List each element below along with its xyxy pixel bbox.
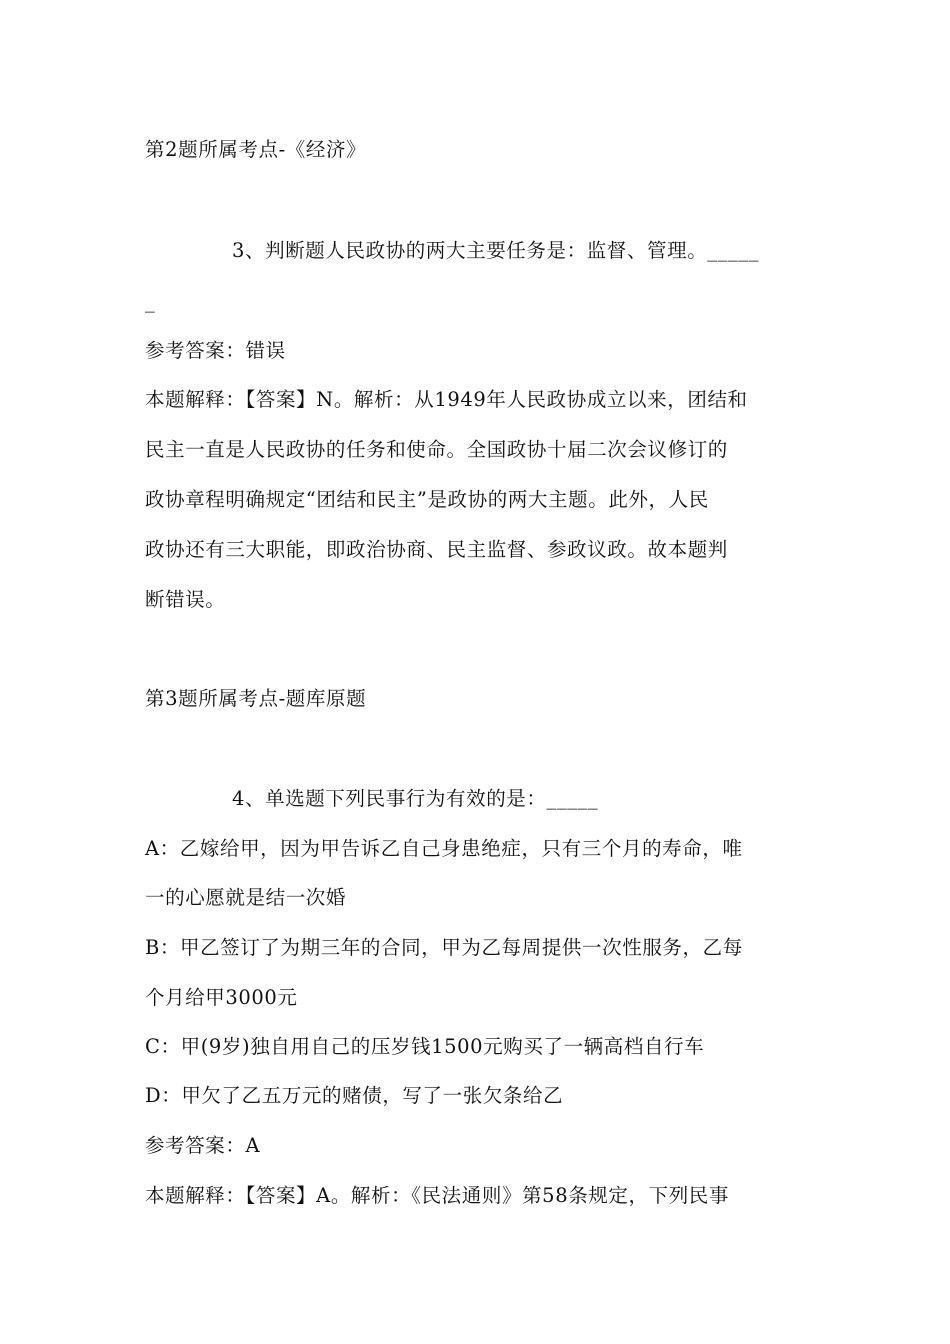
q3-topic: 第3题所属考点-题库原题	[145, 687, 367, 710]
q4-stem: 4、单选题下列民事行为有效的是：_____	[232, 787, 599, 810]
q4-explanation-start: 本题解释：【答案】A。解析：《民法通则》第58条规定，下列民事	[145, 1184, 729, 1207]
q3-explanation-line: 断错误。	[145, 588, 226, 611]
q2-topic: 第2题所属考点-《经济》	[145, 138, 367, 161]
q4-option-a-wrap: 一的心愿就是结一次婚	[145, 886, 347, 909]
q4-option-c: C：甲(9岁)独自用自己的压岁钱1500元购买了一辆高档自行车	[145, 1035, 705, 1058]
q4-option-a: A：乙嫁给甲，因为甲告诉乙自己身患绝症，只有三个月的寿命，唯	[145, 837, 743, 860]
q4-answer: 参考答案：A	[145, 1134, 261, 1157]
q3-answer: 参考答案：错误	[145, 339, 286, 362]
q3-explanation-line: 政协章程明确规定“团结和民主”是政协的两大主题。此外，人民	[145, 488, 709, 511]
q4-option-b: B：甲乙签订了为期三年的合同，甲为乙每周提供一次性服务，乙每	[145, 936, 743, 959]
q4-option-d: D：甲欠了乙五万元的赌债，写了一张欠条给乙	[145, 1084, 564, 1107]
q3-stem: 3、判断题人民政协的两大主要任务是：监督、管理。_____	[232, 239, 760, 262]
q3-explanation-line: 政协还有三大职能，即政治协商、民主监督、参政议政。故本题判	[145, 538, 728, 561]
q3-explanation-line: 民主一直是人民政协的任务和使命。全国政协十届二次会议修订的	[145, 438, 728, 461]
q3-explanation-line: 本题解释：【答案】N。解析：从1949年人民政协成立以来，团结和	[145, 388, 748, 411]
q4-option-b-wrap: 个月给甲3000元	[145, 986, 298, 1009]
q3-stem-wrap: _	[145, 290, 156, 313]
